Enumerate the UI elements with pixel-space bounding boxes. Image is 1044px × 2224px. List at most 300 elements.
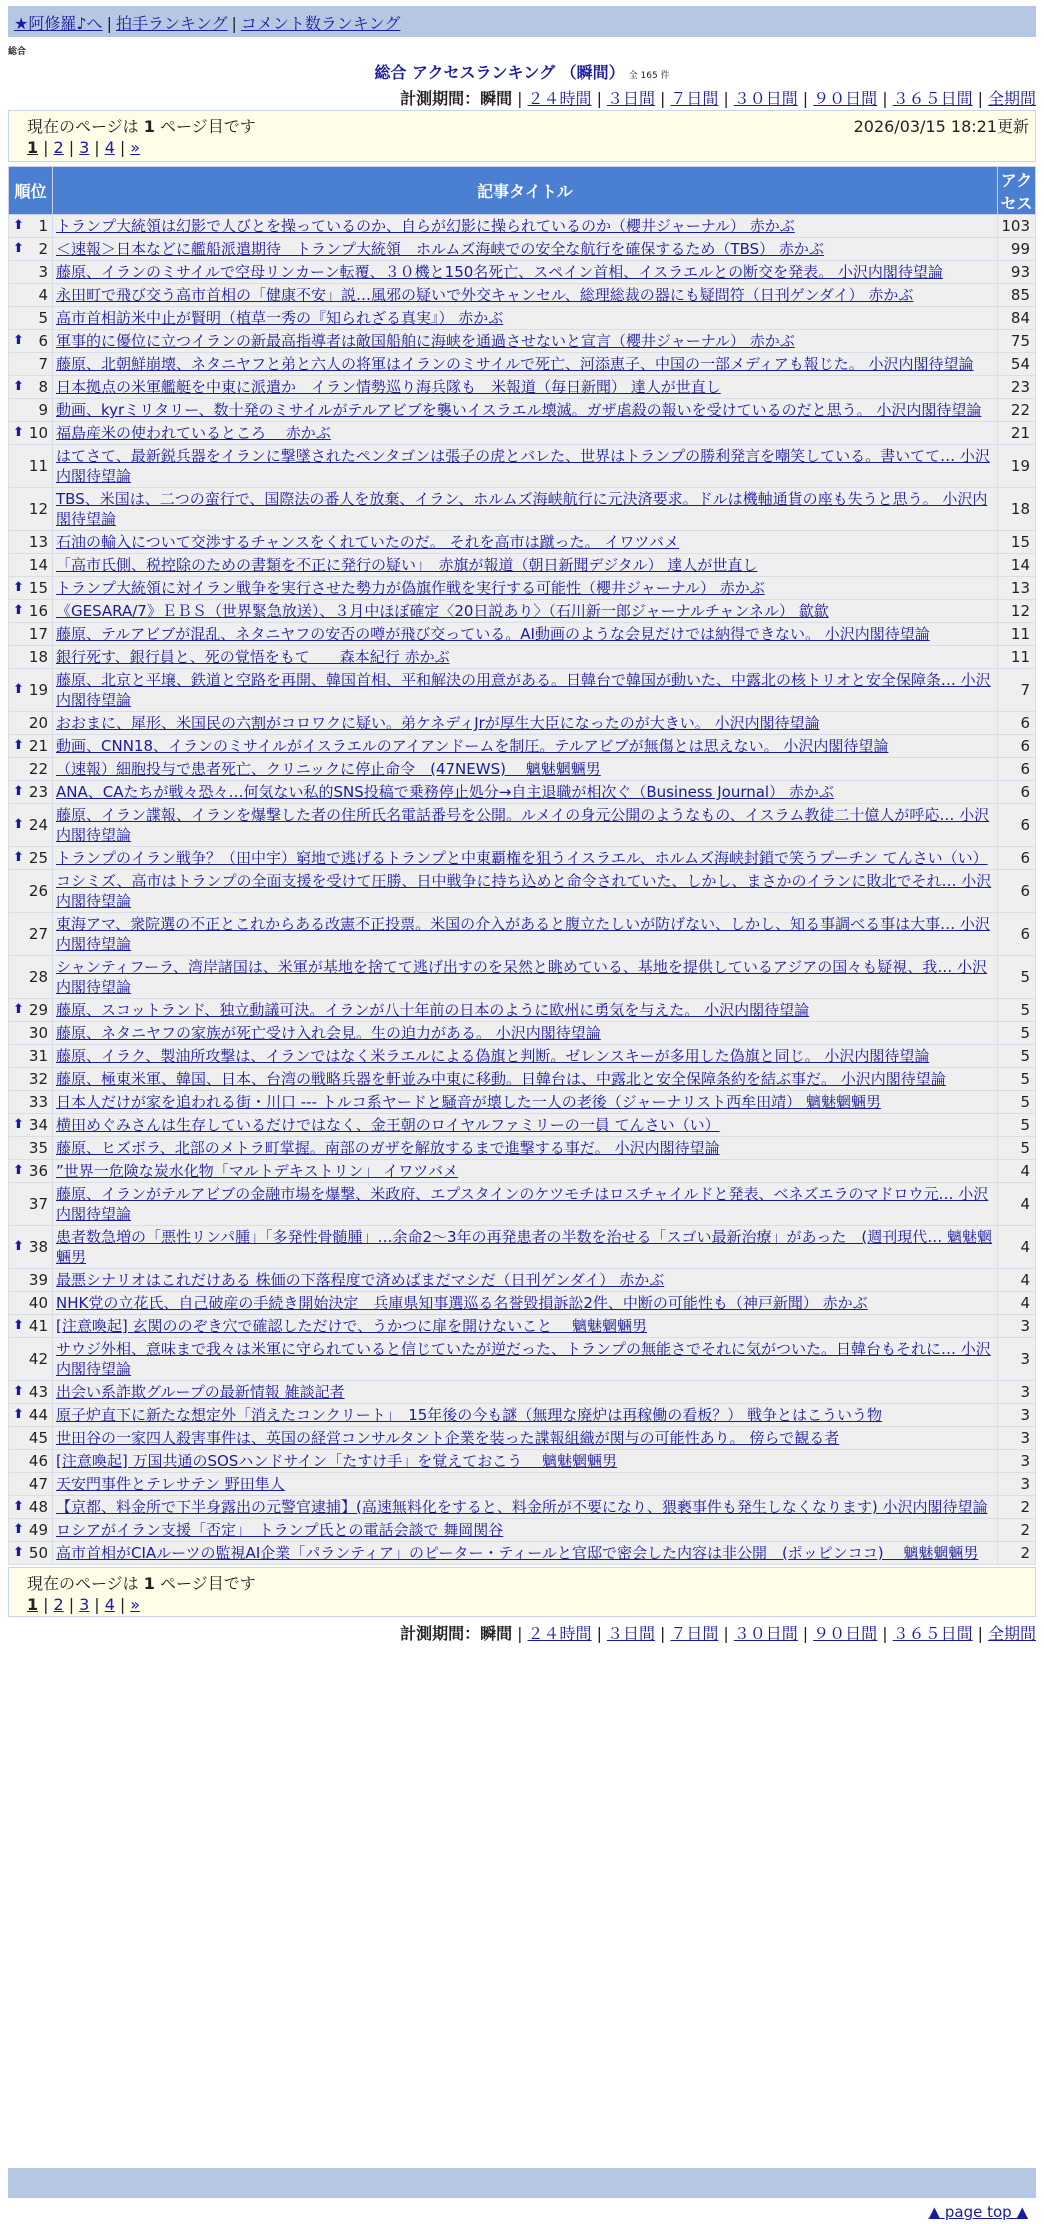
period-option-2[interactable]: ３日間: [606, 1624, 655, 1643]
period-separator: |: [723, 89, 729, 108]
period-separator: |: [596, 89, 602, 108]
page-top-link[interactable]: ▲ page top ▲: [928, 2203, 1028, 2221]
page-title-row: [0, 60, 1044, 83]
title-cell: [53, 330, 998, 353]
rank-up-arrow-icon: ⬆: [13, 580, 24, 595]
article-link[interactable]: ロシアがイラン支援「否定」 トランプ氏との電話会談で 舞岡関谷: [56, 1521, 504, 1539]
article-link[interactable]: 出会い系詐欺グループの最新情報 雑談記者: [56, 1383, 345, 1401]
article-link[interactable]: 横田めぐみさんは生存しているだけではなく、金王朝のロイヤルファミリーの一員 てんさい（い）: [56, 1116, 720, 1134]
rank-up-arrow-icon: ⬆: [13, 1318, 24, 1333]
article-link[interactable]: 日本拠点の米軍艦艇を中東に派遣か イラン情勢巡り海兵隊も 米報道（毎日新聞） 達人が世直し: [56, 378, 721, 396]
rank-number: 45: [28, 1429, 48, 1447]
rank-cell: [9, 284, 53, 307]
table-row: [9, 445, 1036, 488]
rank-number: 22: [28, 760, 48, 778]
table-row: [9, 261, 1036, 284]
article-link[interactable]: 動画、kyrミリタリー、数十発のミサイルがテルアビブを襲いイスラエル壊滅。ガザ虐殺の報いを受けているのだと思う。 小沢内閣待望論: [56, 401, 982, 419]
article-link[interactable]: トランプのイラン戦争？（田中宇）窮地で逃げるトランプと中東覇権を狙うイスラエル、ホルムズ海峡封鎖で笑うプーチン てんさい（い）: [56, 849, 988, 867]
header-access: アクセス: [998, 167, 1036, 215]
period-option-3[interactable]: ７日間: [670, 1624, 719, 1643]
title-cell: [53, 1450, 998, 1473]
period-option-4[interactable]: ３０日間: [733, 1624, 798, 1643]
title-cell: [53, 646, 998, 669]
page-link-2[interactable]: 3: [79, 1595, 90, 1614]
ranking-table-body: [9, 215, 1036, 1565]
rank-number: 27: [28, 925, 48, 943]
rank-number: 19: [28, 681, 48, 699]
access-count: 5: [998, 999, 1036, 1022]
title-cell: [53, 712, 998, 735]
page-link-3[interactable]: 4: [104, 1595, 115, 1614]
table-row: [9, 669, 1036, 712]
table-row: [9, 238, 1036, 261]
table-row: [9, 1269, 1036, 1292]
title-cell: [53, 1183, 998, 1226]
table-row: [9, 1542, 1036, 1565]
table-row: [9, 781, 1036, 804]
title-cell: [53, 600, 998, 623]
table-row: [9, 1473, 1036, 1496]
table-row: [9, 956, 1036, 999]
period-separator: |: [977, 89, 983, 108]
article-link[interactable]: ANA、CAたちが戦々恐々…何気ない私的SNS投稿で乗務停止処分→自主退職が相次ぐ（Business Journal） 赤かぶ: [56, 783, 834, 801]
access-count: 3: [998, 1315, 1036, 1338]
rank-cell: [9, 1114, 53, 1137]
article-link[interactable]: 藤原、ネタニヤフの家族が死亡受け入れ会見。生の迫力がある。 小沢内閣待望論: [56, 1024, 601, 1042]
title-cell: [53, 1381, 998, 1404]
table-row: [9, 1091, 1036, 1114]
title-cell: [53, 215, 998, 238]
page-link-4[interactable]: »: [130, 138, 141, 157]
title-cell: [53, 758, 998, 781]
article-link[interactable]: 永田町で飛び交う高市首相の「健康不安」説…風邪の疑いで外交キャンセル、総理総裁の器にも疑問符（日刊ゲンダイ） 赤かぶ: [56, 286, 914, 304]
article-link[interactable]: 石油の輸入について交渉するチャンスをくれていたのだ。 それを高市は蹴った。 イワツバメ: [56, 533, 680, 551]
article-link[interactable]: 藤原、テルアビブが混乱、ネタニヤフの安否の噂が飛び交っている。AI動画のような会見だけでは納得できない。 小沢内閣待望論: [56, 625, 930, 643]
rank-cell: [9, 1427, 53, 1450]
table-row: [9, 712, 1036, 735]
access-count: 3: [998, 1427, 1036, 1450]
article-link[interactable]: 動画、CNN18、イランのミサイルがイスラエルのアイアンドームを制圧。テルアビブが無傷とは思えない。 小沢内閣待望論: [56, 737, 889, 755]
title-cell: [53, 956, 998, 999]
rank-cell: [9, 735, 53, 758]
table-row: [9, 847, 1036, 870]
rank-number: 41: [28, 1317, 48, 1335]
title-cell: [53, 577, 998, 600]
rank-up-arrow-icon: ⬆: [13, 682, 24, 697]
title-cell: [53, 1068, 998, 1091]
pager-bottom: [8, 1567, 1036, 1617]
rank-number: 50: [28, 1544, 48, 1562]
rank-cell: [9, 1183, 53, 1226]
access-count: 5: [998, 956, 1036, 999]
page-status-pre: 現在のページは: [27, 1574, 144, 1593]
period-option-5[interactable]: ９０日間: [813, 1624, 878, 1643]
table-row: [9, 999, 1036, 1022]
rank-cell: [9, 712, 53, 735]
table-row: [9, 758, 1036, 781]
title-cell: [53, 261, 998, 284]
rank-number: 25: [28, 849, 48, 867]
title-cell: [53, 376, 998, 399]
rank-number: 11: [28, 457, 48, 475]
access-count: 5: [998, 1137, 1036, 1160]
period-current: 瞬間: [480, 89, 513, 108]
rank-cell: [9, 1226, 53, 1269]
access-count: 2: [998, 1542, 1036, 1565]
rank-cell: [9, 1292, 53, 1315]
article-link[interactable]: はてさて、最新鋭兵器をイランに撃墜されたペンタゴンは張子の虎とバレた、世界はトランプの勝利発言を嘲笑している。書いてて… 小沢内閣待望論: [56, 447, 990, 485]
period-option-2[interactable]: ３日間: [606, 89, 655, 108]
rank-up-arrow-icon: ⬆: [13, 1522, 24, 1537]
access-count: 5: [998, 1114, 1036, 1137]
table-row: [9, 422, 1036, 445]
table-row: [9, 1226, 1036, 1269]
rank-number: 49: [28, 1521, 48, 1539]
article-link[interactable]: ＜速報＞日本などに艦船派遣期待 トランプ大統領 ホルムズ海峡での安全な航行を確保するため（TBS） 赤かぶ: [56, 240, 824, 258]
access-count: 15: [998, 531, 1036, 554]
article-link[interactable]: 銀行死す、銀行員と、死の覚悟をもて 森本紀行 赤かぶ: [56, 648, 450, 666]
rank-number: 14: [28, 556, 48, 574]
access-count: 5: [998, 1022, 1036, 1045]
table-row: [9, 1519, 1036, 1542]
header-rank: 順位: [9, 167, 53, 215]
title-cell: [53, 445, 998, 488]
article-link[interactable]: 藤原、イラン諜報、イランを爆撃した者の住所氏名電話番号を公開。ルメイの身元公開のようなもの、イスラム教徒二十億人が呼応… 小沢内閣待望論: [56, 806, 990, 844]
period-option-5[interactable]: ９０日間: [813, 89, 878, 108]
rank-cell: [9, 1404, 53, 1427]
title-cell: [53, 1338, 998, 1381]
rank-number: 9: [38, 401, 48, 419]
table-header-row: [9, 167, 1036, 215]
page-status-post: ページ目です: [154, 1574, 256, 1593]
rank-up-arrow-icon: ⬆: [13, 817, 24, 832]
nav-link-applause-ranking[interactable]: 拍手ランキング: [115, 14, 228, 33]
article-link[interactable]: トランプ大統領は幻影で人びとを操っているのか、自らが幻影に操られているのか（櫻井ジャーナル） 赤かぶ: [56, 217, 795, 235]
access-count: 23: [998, 376, 1036, 399]
page-title: 総合 アクセスランキング （瞬間）: [374, 63, 625, 82]
rank-cell: [9, 261, 53, 284]
table-row: [9, 307, 1036, 330]
article-link[interactable]: サウジ外相、意味まで我々は米軍に守られていると信じていたが逆だった、トランプの無能さでそれに気がついた。日韓台もそれに… 小沢内閣待望論: [56, 1340, 991, 1378]
access-count: 3: [998, 1450, 1036, 1473]
page-separator: |: [43, 1595, 49, 1614]
rank-cell: [9, 804, 53, 847]
page-status: [27, 1571, 256, 1594]
rank-number: 10: [28, 424, 48, 442]
period-option-6[interactable]: ３６５日間: [892, 89, 973, 108]
table-row: [9, 1068, 1036, 1091]
title-cell: [53, 623, 998, 646]
article-link[interactable]: トランプ大統領に対イラン戦争を実行させた勢力が偽旗作戦を実行する可能性（櫻井ジャーナル） 赤かぶ: [56, 579, 765, 597]
title-cell: [53, 1160, 998, 1183]
title-cell: [53, 913, 998, 956]
access-count: 18: [998, 488, 1036, 531]
rank-number: 15: [28, 579, 48, 597]
page-separator: |: [94, 1595, 100, 1614]
access-count: 5: [998, 1068, 1036, 1091]
article-link[interactable]: 高市首相訪米中止が賢明（植草一秀の『知られざる真実』） 赤かぶ: [56, 309, 504, 327]
table-row: [9, 577, 1036, 600]
rank-number: 43: [28, 1383, 48, 1401]
access-count: 19: [998, 445, 1036, 488]
rank-number: 8: [38, 378, 48, 396]
pagination: [27, 138, 140, 157]
access-count: 6: [998, 913, 1036, 956]
rank-number: 30: [28, 1024, 48, 1042]
rank-up-arrow-icon: ⬆: [13, 333, 24, 348]
period-option-4[interactable]: ３０日間: [733, 89, 798, 108]
article-link[interactable]: 藤原、北京と平壌、鉄道と空路を再開、韓国首相、平和解決の用意がある。日韓台で韓国が動いた、中露北の核トリオと安全保障条… 小沢内閣待望論: [56, 671, 991, 709]
ranking-table: [8, 166, 1036, 1565]
page-separator: |: [94, 138, 100, 157]
period-label: 計測期間：: [400, 1624, 481, 1643]
article-link[interactable]: ”世界一危険な炭水化物「マルトデキストリン」 イワツバメ: [56, 1162, 458, 1180]
table-row: [9, 1114, 1036, 1137]
page-separator: |: [119, 1595, 126, 1614]
rank-cell: [9, 1160, 53, 1183]
table-row: [9, 1315, 1036, 1338]
rank-up-arrow-icon: ⬆: [13, 1117, 24, 1132]
title-cell: [53, 1404, 998, 1427]
page-separator: |: [43, 138, 49, 157]
rank-cell: [9, 1473, 53, 1496]
table-row: [9, 353, 1036, 376]
article-link[interactable]: 「高市氏側、税控除のための書類を不正に発行の疑い」 赤旗が報道（朝日新聞デジタル） 達人が世直し: [56, 556, 758, 574]
nav-link-comment-ranking[interactable]: コメント数ランキング: [240, 14, 401, 33]
table-row: [9, 376, 1036, 399]
title-cell: [53, 1542, 998, 1565]
rank-number: 20: [28, 714, 48, 732]
rank-number: 38: [28, 1238, 48, 1256]
table-row: [9, 1022, 1036, 1045]
nav-link-asyura[interactable]: ★阿修羅♪へ: [14, 14, 103, 33]
table-row: [9, 531, 1036, 554]
rank-cell: [9, 445, 53, 488]
table-row: [9, 1427, 1036, 1450]
article-link[interactable]: [注意喚起] 万国共通のSOSハンドサイン「たすけ手」を覚えておこう 魑魅魍魎男: [56, 1452, 618, 1470]
article-link[interactable]: TBS、米国は、二つの蛮行で、国際法の番人を放棄、イラン、ホルムズ海峡航行に元決済要求。ドルは機軸通貨の座も失うと思う。 小沢内閣待望論: [56, 490, 988, 528]
article-link[interactable]: 藤原、極東米軍、韓国、日本、台湾の戦略兵器を軒並み中東に移動。日韓台は、中露北と安全保障条約を結ぶ事だ。 小沢内閣待望論: [56, 1070, 946, 1088]
rank-up-arrow-icon: ⬆: [13, 784, 24, 799]
section-label: 総合: [8, 47, 27, 57]
article-link[interactable]: 東海アマ、衆院選の不正とこれからある改憲不正投票。米国の介入があると腹立たしいが防げない、しかし、知る事調べる事は大事… 小沢内閣待望論: [56, 915, 990, 953]
article-link[interactable]: 藤原、北朝鮮崩壊、ネタニヤフと弟と六人の将軍はイランのミサイルで死亡、河添恵子、中国の一部メディアも報じた。 小沢内閣待望論: [56, 355, 974, 373]
rank-up-arrow-icon: ⬆: [13, 218, 24, 233]
rank-cell: [9, 623, 53, 646]
header-title: 記事タイトル: [53, 167, 998, 215]
rank-up-arrow-icon: ⬆: [13, 738, 24, 753]
access-count: 75: [998, 330, 1036, 353]
title-cell: [53, 1315, 998, 1338]
rank-cell: [9, 1381, 53, 1404]
access-count: 4: [998, 1269, 1036, 1292]
nav-separator: |: [231, 14, 237, 33]
page-link-1[interactable]: 2: [53, 1595, 64, 1614]
title-cell: [53, 735, 998, 758]
article-link[interactable]: おおまに、犀形、米国民の六割がコロワクに疑い。弟ケネディJrが厚生大臣になったのが大きい。 小沢内閣待望論: [56, 714, 820, 732]
rank-up-arrow-icon: ⬆: [13, 850, 24, 865]
table-row: [9, 554, 1036, 577]
access-count: 4: [998, 1183, 1036, 1226]
article-link[interactable]: 軍事的に優位に立つイランの新最高指導者は敵国船舶に海峡を通過させないと宣言（櫻井ジャーナル） 赤かぶ: [56, 332, 795, 350]
rank-cell: [9, 847, 53, 870]
table-row: [9, 1160, 1036, 1183]
nav-separator: |: [106, 14, 112, 33]
table-row: [9, 600, 1036, 623]
access-count: 103: [998, 215, 1036, 238]
title-cell: [53, 1114, 998, 1137]
article-link[interactable]: （速報）細胞投与で患者死亡、クリニックに停止命令 (47NEWS) 魑魅魍魎男: [56, 760, 601, 778]
access-count: 6: [998, 758, 1036, 781]
bottom-bar: [8, 2168, 1036, 2198]
period-separator: |: [517, 1624, 523, 1643]
pagination: [27, 1595, 140, 1614]
access-count: 6: [998, 804, 1036, 847]
period-separator: |: [596, 1624, 602, 1643]
rank-cell: [9, 669, 53, 712]
rank-up-arrow-icon: ⬆: [13, 1384, 24, 1399]
page-link-4[interactable]: »: [130, 1595, 141, 1614]
access-count: 3: [998, 1338, 1036, 1381]
table-row: [9, 488, 1036, 531]
page-status-num: 1: [143, 117, 155, 136]
rank-number: 28: [28, 968, 48, 986]
rank-cell: [9, 399, 53, 422]
page-link-1[interactable]: 2: [53, 138, 64, 157]
title-cell: [53, 1519, 998, 1542]
title-cell: [53, 554, 998, 577]
title-cell: [53, 781, 998, 804]
rank-cell: [9, 307, 53, 330]
rank-cell: [9, 376, 53, 399]
article-link[interactable]: NHK党の立花氏、自己破産の手続き開始決定 兵庫県知事選巡る名誉毀損訴訟2件、中断の可能性も（神戸新聞） 赤かぶ: [56, 1294, 868, 1312]
period-option-3[interactable]: ７日間: [670, 89, 719, 108]
article-link[interactable]: 藤原、ヒズボラ、北部のメトラ町掌握。南部のガザを解放するまで進撃する事だ。 小沢内閣待望論: [56, 1139, 720, 1157]
title-cell: [53, 804, 998, 847]
page-link-2[interactable]: 3: [79, 138, 90, 157]
title-cell: [53, 1473, 998, 1496]
rank-number: 33: [28, 1093, 48, 1111]
period-option-7[interactable]: 全期間: [987, 1624, 1036, 1643]
rank-number: 17: [28, 625, 48, 643]
article-link[interactable]: 【京都、料金所で下半身露出の元警官逮捕】(高速無料化をすると、料金所が不要になり、猥褻事件も発生しなくなります) 小沢内閣待望論: [56, 1498, 988, 1516]
title-cell: [53, 353, 998, 376]
title-cell: [53, 999, 998, 1022]
article-link[interactable]: [注意喚起] 玄関ののぞき穴で確認しただけで、うかつに扉を開けないこと 魑魅魍魎男: [56, 1317, 647, 1335]
article-link[interactable]: 最悪シナリオはこれだけある 株価の下落程度で済めばまだマシだ（日刊ゲンダイ） 赤かぶ: [56, 1271, 665, 1289]
article-link[interactable]: 《GESARA/7》ＥＢＳ（世界緊急放送）、３月中ほぼ確定〈20日説あり〉（石川新一郎ジャーナルチャンネル） 歙歙: [56, 602, 829, 620]
table-row: [9, 1338, 1036, 1381]
rank-number: 34: [28, 1116, 48, 1134]
page-link-3[interactable]: 4: [104, 138, 115, 157]
period-separator: |: [977, 1624, 983, 1643]
article-link[interactable]: 藤原、イランのミサイルで空母リンカーン転覆、３０機と150名死亡、スペイン首相、イスラエルとの断交を発表。 小沢内閣待望論: [56, 263, 943, 281]
rank-number: 48: [28, 1498, 48, 1516]
rank-number: 23: [28, 783, 48, 801]
article-link[interactable]: 世田谷の一家四人殺害事件は、英国の経営コンサルタント企業を装った諜報組織が関与の可能性あり。 傍らで観る者: [56, 1429, 840, 1447]
rank-number: 5: [38, 309, 48, 327]
rank-up-arrow-icon: ⬆: [13, 1002, 24, 1017]
period-option-1[interactable]: ２４時間: [527, 1624, 592, 1643]
access-count: 12: [998, 600, 1036, 623]
title-cell: [53, 1137, 998, 1160]
rank-cell: [9, 781, 53, 804]
access-count: 6: [998, 847, 1036, 870]
period-selector-bottom: [400, 1621, 1036, 1644]
access-count: 99: [998, 238, 1036, 261]
article-link[interactable]: 藤原、イラク、製油所攻撃は、イランではなく米ラエルによる偽旗と判断。ゼレンスキーが多用した偽旗と同じ。 小沢内閣待望論: [56, 1047, 930, 1065]
access-count: 6: [998, 781, 1036, 804]
rank-cell: [9, 913, 53, 956]
rank-cell: [9, 870, 53, 913]
access-count: 6: [998, 870, 1036, 913]
article-link[interactable]: 日本人だけが家を追われる街・川口 --- トルコ系ヤードと騒音が壊した一人の老後（ジャーナリスト西牟田靖） 魑魅魍魎男: [56, 1093, 881, 1111]
rank-up-arrow-icon: ⬆: [13, 1545, 24, 1560]
table-row: [9, 399, 1036, 422]
access-count: 5: [998, 1045, 1036, 1068]
article-link[interactable]: 患者数急増の「悪性リンパ腫」「多発性骨髄腫」…余命2～3年の再発患者の半数を治せる「スゴい最新治療」があった (週刊現代… 魑魅魍魎男: [56, 1228, 993, 1266]
total-count: 全 165 件: [628, 71, 670, 81]
article-link[interactable]: 藤原、イランがテルアビブの金融市場を爆撃、米政府、エプスタインのケツモチはロスチャイルドと発表、ベネズエラのマドロウ元… 小沢内閣待望論: [56, 1185, 989, 1223]
article-link[interactable]: コシミズ、高市はトランプの全面支援を受けて圧勝、日中戦争に持ち込めと命令されていた、しかし、まさかのイランに敗北でそれ… 小沢内閣待望論: [56, 872, 992, 910]
article-link[interactable]: 天安門事件とテレサテン 野田隼人: [56, 1475, 285, 1493]
rank-number: 44: [28, 1406, 48, 1424]
rank-cell: [9, 330, 53, 353]
table-row: [9, 804, 1036, 847]
article-link[interactable]: シャンティフーラ、湾岸諸国は、米軍が基地を捨てて逃げ出すのを呆然と眺めている、基地を提供しているアジアの国々も疑視、我… 小沢内閣待望論: [56, 958, 988, 996]
title-cell: [53, 1292, 998, 1315]
table-row: [9, 870, 1036, 913]
rank-number: 16: [28, 602, 48, 620]
access-count: 11: [998, 623, 1036, 646]
title-cell: [53, 1226, 998, 1269]
article-link[interactable]: 福島産米の使われているところ 赤かぶ: [56, 424, 331, 442]
rank-number: 13: [28, 533, 48, 551]
period-separator: |: [723, 1624, 729, 1643]
rank-cell: [9, 1269, 53, 1292]
table-row: [9, 646, 1036, 669]
table-row: [9, 735, 1036, 758]
rank-cell: [9, 1338, 53, 1381]
access-count: 13: [998, 577, 1036, 600]
rank-up-arrow-icon: ⬆: [13, 603, 24, 618]
article-link[interactable]: 原子炉直下に新たな想定外「消えたコンクリート」 15年後の今も謎（無理な廃炉は再稼働の看板？） 戦争とはこういう物: [56, 1406, 883, 1424]
article-link[interactable]: 藤原、スコットランド、独立動議可決。イランが八十年前の日本のように欧州に勇気を与えた。 小沢内閣待望論: [56, 1001, 810, 1019]
title-cell: [53, 870, 998, 913]
rank-cell: [9, 758, 53, 781]
period-label: 計測期間：: [400, 89, 481, 108]
title-cell: [53, 1045, 998, 1068]
rank-number: 35: [28, 1139, 48, 1157]
period-option-7[interactable]: 全期間: [987, 89, 1036, 108]
period-option-6[interactable]: ３６５日間: [892, 1624, 973, 1643]
page-status-post: ページ目です: [154, 117, 256, 136]
period-separator: |: [659, 1624, 666, 1643]
access-count: 11: [998, 646, 1036, 669]
article-link[interactable]: 高市首相がCIAルーツの監視AI企業「パランティア」のピーター・ティールと官邸で密会した内容は非公開 (ポッピンココ) 魑魅魍魎男: [56, 1544, 979, 1562]
rank-number: 21: [28, 737, 48, 755]
period-separator: |: [802, 1624, 809, 1643]
title-cell: [53, 1269, 998, 1292]
period-option-1[interactable]: ２４時間: [527, 89, 592, 108]
title-cell: [53, 422, 998, 445]
access-count: 54: [998, 353, 1036, 376]
page-top-link-wrap: [929, 2203, 1028, 2221]
pager-top: [8, 110, 1036, 162]
title-cell: [53, 669, 998, 712]
page-current: 1: [27, 1595, 39, 1614]
rank-number: 32: [28, 1070, 48, 1088]
